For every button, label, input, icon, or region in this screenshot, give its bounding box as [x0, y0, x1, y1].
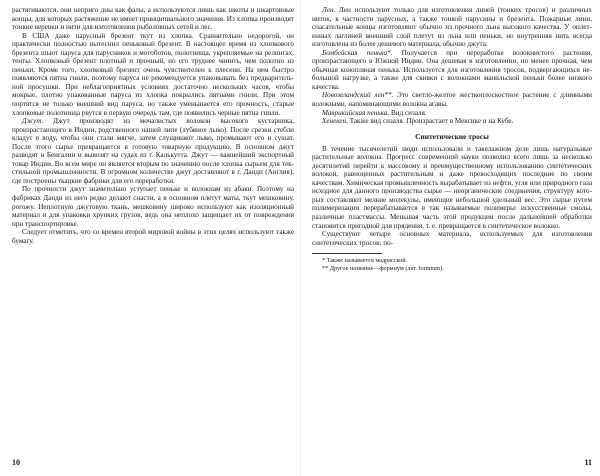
paragraph: По прочности джут значительно уступает пеньке и волокнам из абаки. Поэтому на фабриках Данди из него редко делают снасти, а в основном плетут маты, ткут мешковину, рогожу. Неплотную джутовую ткань, мешковину широко используют как изоляционный материал и для упаковки хрупких грузов, ведь она неплохо защищает их от повреждения при транспортировке. — [12, 185, 294, 228]
footnote-rule — [312, 253, 382, 254]
paragraph: растягиваются, они неприго дны как фалы, а используются лишь как шкоты и шкартовные концы, для которых растяжение не имеет принципиального значения. Из хлопка производят тонкие веревки и нити для изготовления рыболовных сетей и лес. — [12, 6, 294, 32]
entry-nz-flax — [312, 91, 592, 108]
entry-text: Это светло-желтое жесткоплоскостное растение с длинными волокнами, напоминающими волокна агавы. — [312, 91, 592, 109]
term-label: Бомбейская пенька*. — [322, 48, 393, 57]
paragraph: В течение тысячелетий люди использовали и такелажном деле лишь натуральные растительные волокна. Прогресс современной науки позволил всего лишь за несколько десятилетий перейти к массовому и преимущественному использованию синтетических волокон, равноценных растительным и даже превосходящих последние по своим качествам. Химическая промышленность вырабатывает из нефти, угля или природного газа исходное для данного производства сырье — неорганические соединения, структуру которых составляют мелкие молекулы, имеющие небольшой удельный вес. Это сырье путем полимеризации перерабатывается в так называемые полимеры: искусственные смолы, различные пластмассы. Меньшая часть этой продукции после дальнейшей обработки становится пригодной для прядения, т. е. превращается в синтетическое волокно. — [312, 144, 592, 230]
term-label: Новозеландский лен**. — [322, 91, 394, 100]
paragraph: Следует отметить, что со времен второй мировой войны в этих целях используют также бумагу. — [12, 228, 294, 245]
entry-bombay-hemp — [312, 49, 592, 92]
left-page — [12, 6, 294, 470]
paragraph: Существуют четыре основных материала, используемых для изготовления синтетических тросов: по- — [312, 230, 592, 247]
section-heading: Синтетические тросы — [415, 131, 489, 141]
page-number: 10 — [12, 458, 20, 467]
entry-text: Вид сизаля. — [391, 108, 427, 117]
term-label: Лен. — [322, 6, 336, 14]
term-label: Хенекен. — [322, 117, 348, 126]
right-page — [312, 6, 592, 470]
term-label: Джут. — [22, 117, 44, 126]
paragraph-jute — [12, 117, 294, 185]
footnote: * Также называется мадрасской. — [322, 257, 408, 265]
entry-henequen — [312, 117, 592, 126]
term-label: Маврикийская пенька. — [322, 108, 390, 117]
paragraph: В США даже парусный брезент ткут из хлопка. Сравнительно недорогой, он практически полностью вытеснил пеньковый брезент. В настоящее время из хлопкового брезента шьют паруса для парусников и мотоботов, полотнища, укрепляемые на релингах, тенты. Хлопковый брезент плотный и прочный, но его труднее чинить, чем полотно из пеньки. Кроме того, хлопковый брезент очень чувствителен к плесени. На нем быстро появляются пятна гнили, поэтому паруса не рекомендуется упаковывать без предварительной просушки. При неблагоприятных условиях достаточно нескольких часов, чтобы мокрые, плотно упакованные паруса из хлопка покрылись пятнами гнили. При этом портятся не только внешний вид паруса, но также уменьшается его прочность, старые хлопковые полотнища рвутся в первую очередь там, где появились черные пятна гнили. — [12, 31, 294, 117]
footnote: ** Другое название—формиум (лат. formium). — [322, 264, 444, 272]
gutter — [300, 0, 301, 476]
paragraph-text: Джут производят из мочалистых волокон высокого кустарника, произрастающего в Индии, родственного нашей липе (лубяное лыко). После срезки стебли кладут в воду, чтобы они стали мягче, затем слущивают лыко, промывают его и сушат. После этого сырье превращается в готовую товарную продукцию. В основном джут разводят в Бенгалии и вывозят на судах из г. Калькутта. Джут — важнейший экспортный товар Индии. Во всем мире он является вторым по значению после хлопка сырьем для текстильной промышленности. В огромном количестве джут доставляют в г. Данди (Англия), где построены ткацкие фабрики для его переработки. — [12, 117, 294, 185]
entry-flax — [312, 6, 592, 49]
entry-text: Также вид сизаля. Произрастает в Мексике и на Кубе. — [349, 117, 514, 126]
entry-mauritius-hemp — [312, 109, 592, 118]
entry-text: Лен используют только для изготовления линей (тонких тросов) и различных ниток, в частности парусных, а также тонкой парусины и брезента. Пожарные лини, спасательные концы изготовляют обычно из прочного льна высокого качества. У оплетенных лаглиней внешний слой плетут из льна или пеньки, но внутренняя нить всегда изготовлена из более дешевого материала, обычно джута. — [312, 6, 592, 49]
entry-text: Получается при переработке волокнистого растения, произрастающего в Южной Индии. Она дешевая в изготовлении, но менее прочная, чем обычная конопляная пенька. Используется для изготовления тросов, подвергающихся небольшой нагрузке, а также для свивки с волокнами манильской пеньки более низкого качества. — [312, 48, 592, 91]
page-number: 11 — [584, 458, 592, 467]
